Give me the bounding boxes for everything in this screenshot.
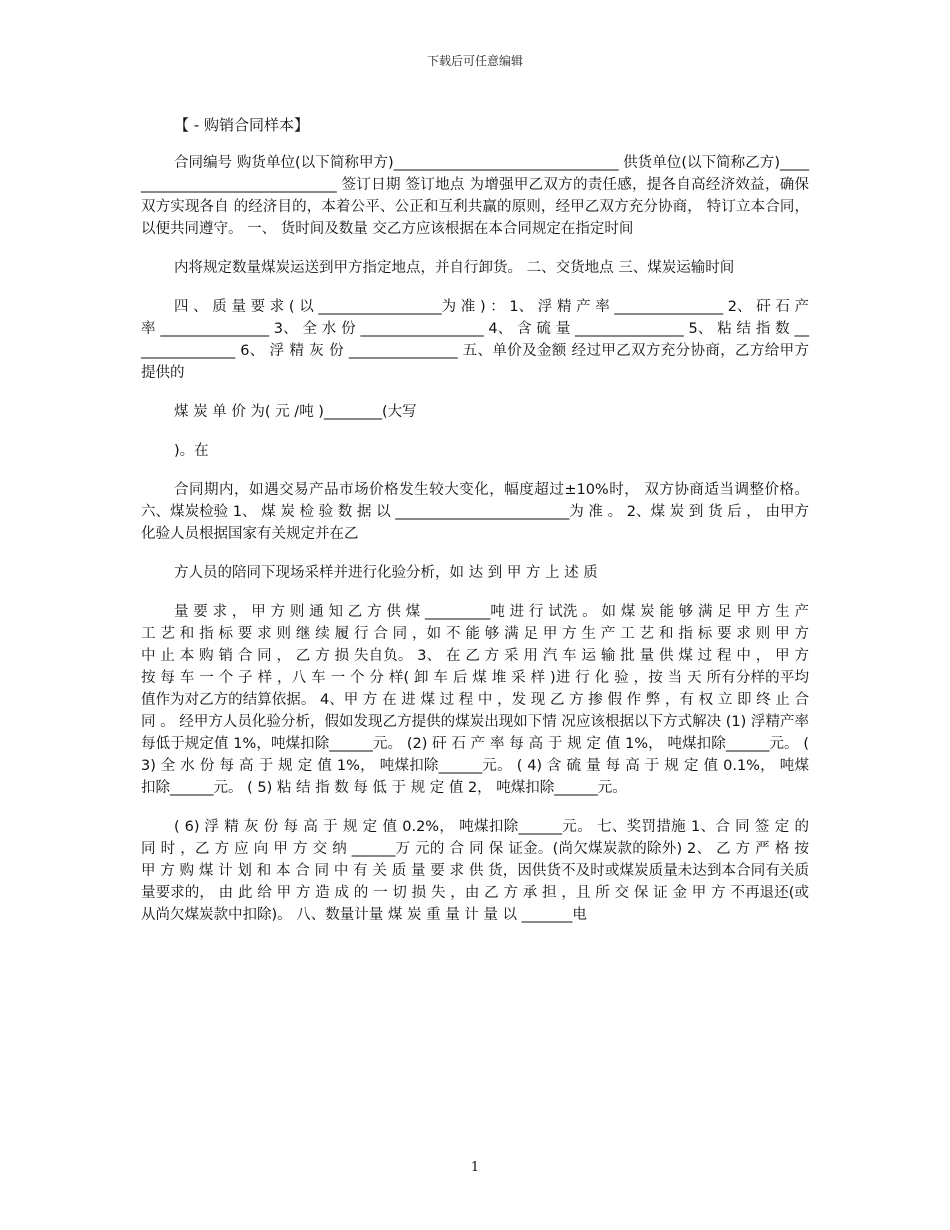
page-header: 下载后可任意编辑: [426, 54, 523, 68]
paragraph-quality-terms: 量 要 求 ， 甲 方 则 通 知 乙 方 供 煤 _________吨 进 行 试洗 。 如 煤 炭 能 够 满 足 甲 方 生 产 工 艺 和 指 标 要 求 则 继 续 履 行 合 同 ，如 不 能 够 满 足 甲 方 生 产 工 艺 和 指 标 要 求 则 甲 方 中 止 本 购 销 合 同 ， 乙 方 损 失自负。 3、 在 乙 方 采 用 汽 车 运 输 批 量 供 煤 过 程 中 ， 甲 方 按 每 车 一 个 子 样 ，八 车 一 个 分 样( 卸 车 后 煤 堆 采 样 )进 行 化 验 ，按 当 天 所有分样的平均值作为对乙方的结算依据。 4、甲 方 在 进 煤 过 程 中 ，发 现 乙 方 掺 假 作 弊 ，有 权 立 即 终 止 合 同 。 经甲方人员化验分析，假如发现乙方提供的煤炭出现如下情 况应该根据以下方式解决 (1) 浮精产率每低于规定值 1%，吨煤扣除______元。 (2) 矸 石 产 率 每 高 于 规 定 值 1%， 吨煤扣除______元。 ( 3) 全 水 份 每 高 于 规 定 值 1%， 吨煤扣除______元。 ( 4) 含 硫 量 每 高 于 规 定 值 0.1%， 吨煤扣除______元。 ( 5) 粘 结 指 数 每 低 于 规 定 值 2， 吨煤扣除______元。: [141, 604, 809, 796]
paragraph-delivery: 内将规定数量煤炭运送到甲方指定地点，并自行卸货。 二、交货地点 三、煤炭运输时间: [174, 260, 735, 276]
paragraph-quality: 四 、 质 量 要 求 ( 以 _________________为 准 ) ： 1、 浮 精 产 率 _______________ 2、 矸 石 产 率 _______________ 3、 全 水 份 _________________ 4、 含 硫 量 _______________ 5、 粘 结 指 数 _______________ 6、 浮 精 灰 份 _______________ 五、单价及金额 经过甲乙双方充分协商，乙方给甲方提供的: [141, 299, 809, 381]
paragraph-price-note: )。在: [174, 443, 209, 459]
paragraph-sampling: 方人员的陪同下现场采样并进行化验分析，如 达 到 甲 方 上 述 质: [174, 565, 598, 581]
paragraph-penalties: ( 6) 浮 精 灰 份 每 高 于 规 定 值 0.2%， 吨煤扣除______元。 七、奖罚措施 1、合 同 签 定 的 同 时 ，乙 方 应 向 甲 方 交 纳 ______万 元的 合 同 保 证金。(尚欠煤炭款的除外) 2、 乙 方 严 格 按 甲 方 购 煤 计 划 和 本 合 同 中 有 关 质 量 要 求 供 货，因供货不及时或煤炭质量未达到本合同有关质量要求的， 由 此 给 甲 方 造 成 的 一 切 损 失 ，由 乙 方 承 担 ，且 所 交 保 证 金 甲 方 不再退还(或从尚欠煤炭款中扣除)。 八、数量计量 煤 炭 重 量 计 量 以 _______电: [141, 819, 809, 923]
paragraph-unit-price: 煤 炭 单 价 为( 元 /吨 )________(大写: [174, 404, 417, 420]
paragraph-parties: 合同编号 购货单位(以下简称甲方)_______________________________ 供货单位(以下简称乙方)_______________________________ 签订日期 签订地点 为增强甲乙双方的责任感，提各自高经济效益，确保双方实现各自 的经济目的，本着公平、公正和互利共赢的原则，经甲乙双方充分协商， 特订立本合同，以便共同遵守。 一、 货时间及数量 交乙方应该根据在本合同规定在指定时间: [141, 155, 809, 237]
page-number: 1: [470, 1160, 480, 1175]
document-title: 【 - 购销合同样本】: [174, 116, 309, 134]
paragraph-inspection: 合同期内，如遇交易产品市场价格发生较大变化，幅度超过±10%时， 双方协商适当调整价格。 六、煤炭检验 1、 煤 炭 检 验 数 据 以 ________________________为 准 。 2、煤 炭 到 货 后 ， 由甲方化验人员根据国家有关规定并在乙: [141, 482, 809, 542]
document-body: [141, 114, 809, 943]
